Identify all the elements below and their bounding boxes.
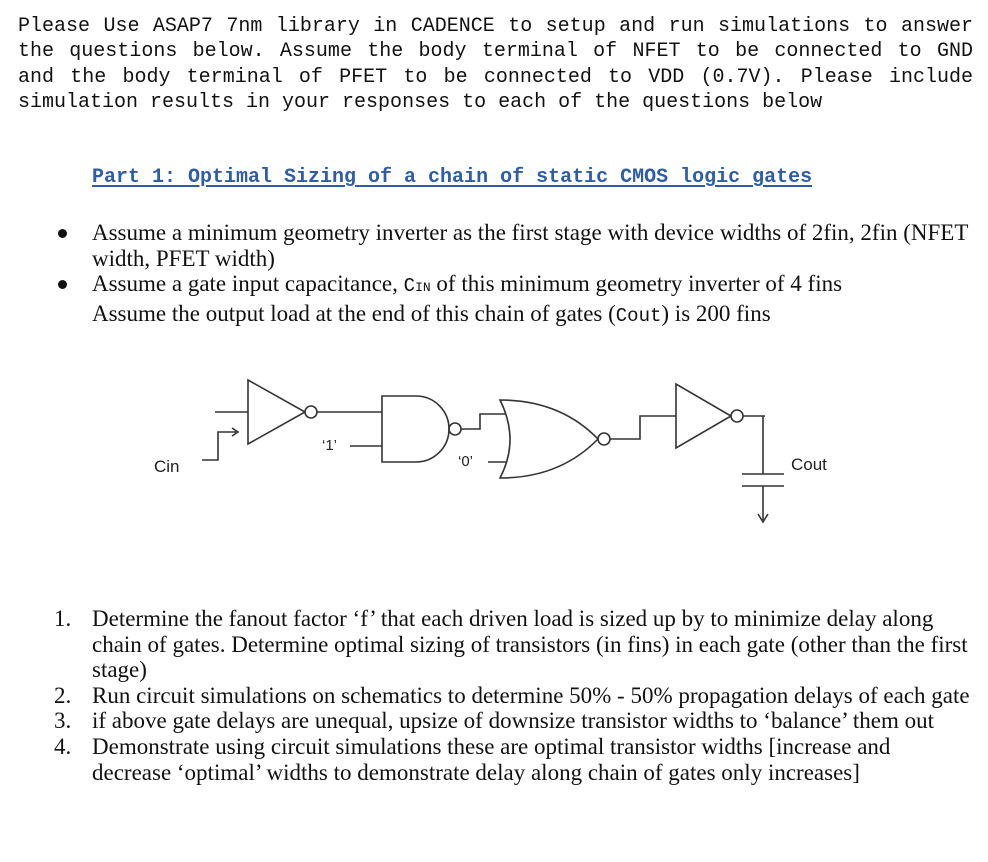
question-list (40, 606, 970, 785)
question-number: 1. (54, 606, 72, 631)
question-text: if above gate delays are unequal, upsize of downsize transistor widths to ‘balance’ them out (92, 708, 934, 734)
input-arrow-icon (230, 428, 238, 436)
inverter-1-icon (248, 380, 305, 444)
question-item (40, 708, 970, 734)
assumption-text-2a: Assume a gate input capacitance, (92, 271, 404, 297)
inverter-1-bubble (305, 406, 317, 418)
wire-nand-nor (461, 414, 508, 429)
gate-chain-diagram (0, 360, 988, 540)
question-item (40, 734, 970, 785)
cout-code: Cout (615, 304, 662, 327)
question-number: 4. (54, 733, 72, 759)
question-item (40, 683, 970, 709)
assumption-text-2b: of this minimum geometry inverter of 4 fins (430, 271, 843, 297)
assumption-text-3b: ) is 200 fins (661, 300, 771, 326)
question-number: 3. (54, 708, 72, 734)
question-text: Demonstrate using circuit simulations these are optimal transistor widths [increase and decrease ‘optimal’ widths to demonstrate delay along chain of gates only increases] (92, 733, 891, 785)
nand-bubble (449, 423, 461, 435)
question-number: 2. (54, 682, 72, 708)
bullet-icon (58, 229, 67, 238)
question-item (40, 606, 970, 683)
zero-label: ‘0’ (458, 453, 474, 470)
question-text: Run circuit simulations on schematics to determine 50% - 50% propagation delays of each gate (92, 682, 970, 708)
nor-gate-icon (500, 400, 598, 478)
cin-symbol: CIN (403, 275, 431, 298)
assumption-item-3 (40, 301, 970, 330)
assumption-item-1 (40, 220, 970, 271)
assumption-list (40, 220, 970, 329)
one-label: ‘1’ (322, 437, 338, 454)
assumption-text-1: Assume a minimum geometry inverter as the first stage with device widths of 2fin, 2fin (NFET width, PFET width) (92, 220, 968, 271)
wire-nor-inv2 (610, 416, 676, 439)
assumption-text-3a: Assume the output load at the end of this chain of gates ( (92, 300, 616, 326)
cout-label: Cout (791, 455, 827, 474)
bullet-icon (58, 280, 67, 289)
nand-gate-icon (382, 396, 449, 462)
input-step-waveform (202, 432, 230, 460)
inverter-2-icon (676, 384, 731, 448)
inverter-2-bubble (731, 410, 743, 422)
intro-paragraph: Please Use ASAP7 7nm library in CADENCE to setup and run simulations to answer the questions below. Assume the body terminal of NFET to be connected to GND and the body terminal of PFET to be connected to VDD (0.7V). Please include simulation results in your responses to each of the questions below (18, 15, 973, 115)
cin-label: Cin (154, 457, 180, 476)
nor-bubble (598, 433, 610, 445)
part-title: Part 1: Optimal Sizing of a chain of static CMOS logic gates (92, 166, 813, 189)
question-text: Determine the fanout factor ‘f’ that each driven load is sized up by to minimize delay along chain of gates. Determine optimal sizing of transistors (in fins) in each gate (other than the first stage) (92, 606, 968, 683)
assumption-item-2 (40, 271, 970, 301)
